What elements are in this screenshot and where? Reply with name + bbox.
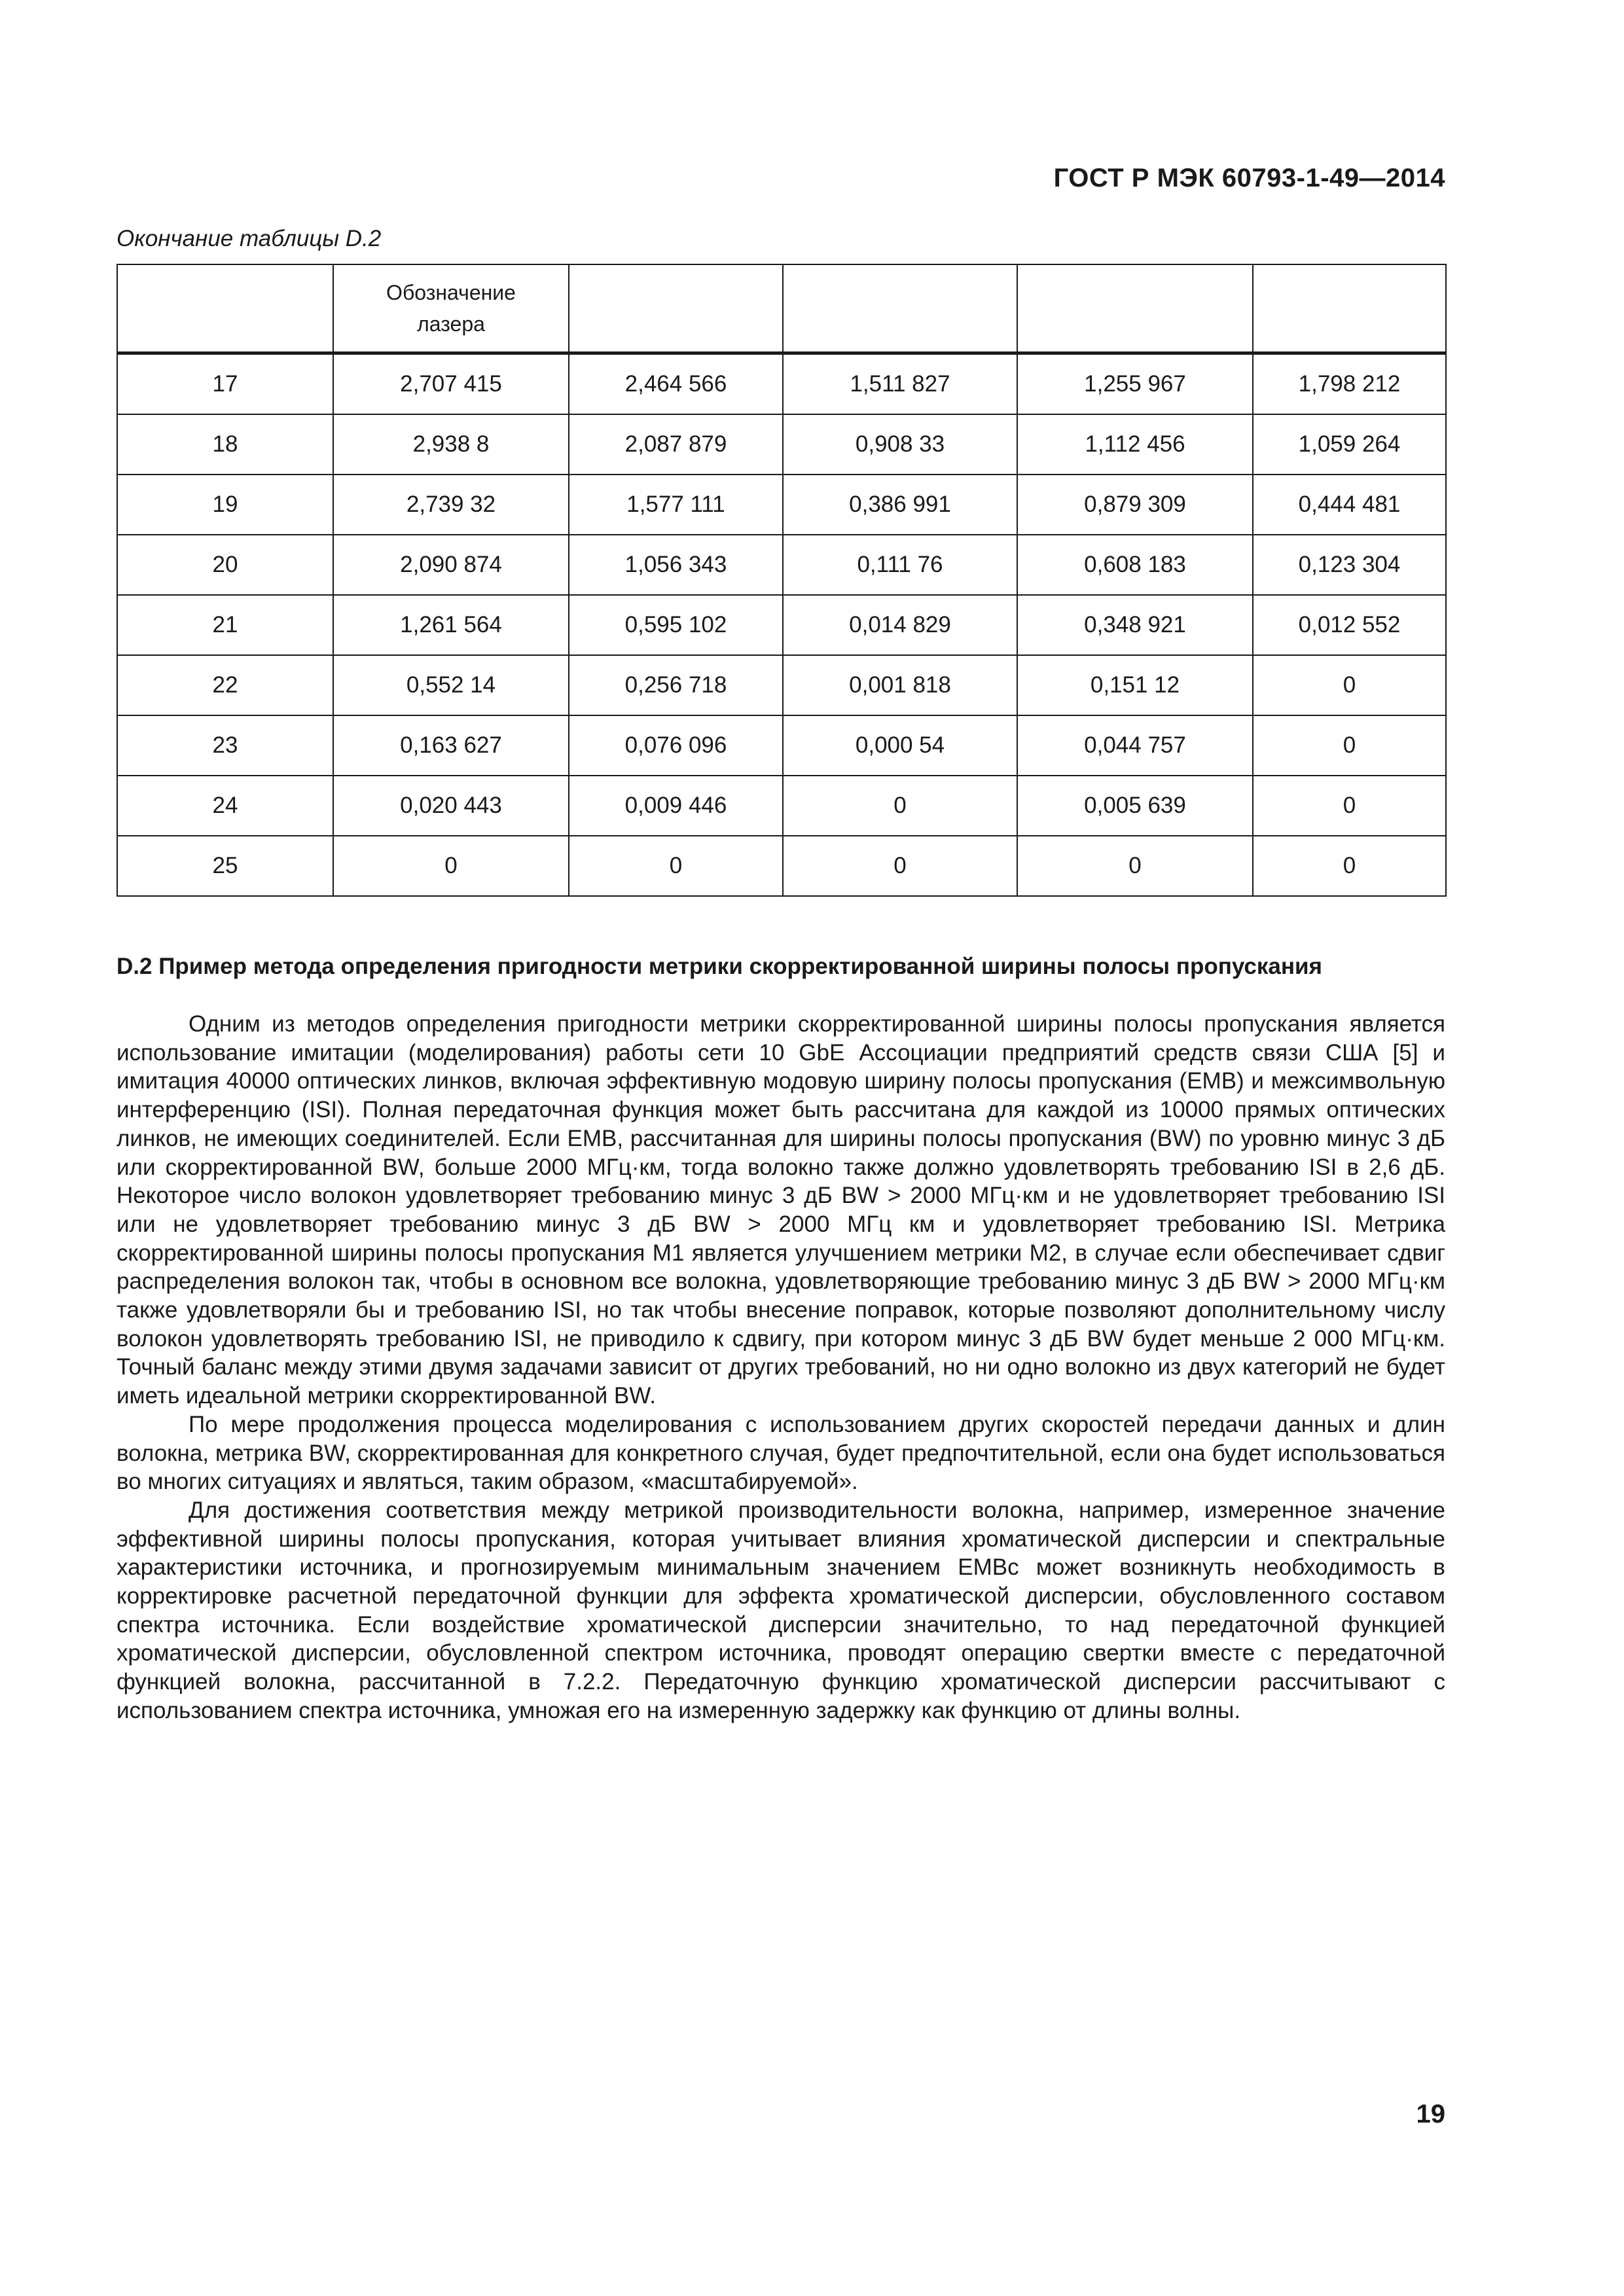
table-cell: 0,386 991	[783, 475, 1017, 535]
row-index-cell: 18	[117, 414, 333, 475]
table-caption: Окончание таблицы D.2	[117, 226, 382, 251]
table-cell: 0,009 446	[569, 776, 783, 836]
table-cell: 0,012 552	[1253, 595, 1446, 655]
table-body	[117, 353, 1446, 897]
table-cell: 0,256 718	[569, 655, 783, 715]
body-text	[117, 1010, 1445, 1725]
table-cell: 0,595 102	[569, 595, 783, 655]
table-cell: 1,577 111	[569, 475, 783, 535]
header-cell	[1017, 264, 1253, 353]
page-number: 19	[1416, 2100, 1445, 2128]
table-cell: 0	[783, 776, 1017, 836]
table-row	[117, 776, 1446, 836]
section-heading: D.2 Пример метода определения пригодности метрики скорректированной ширины полосы пропускания	[117, 954, 1322, 979]
table-row	[117, 475, 1446, 535]
table-cell: 0,014 829	[783, 595, 1017, 655]
table-cell: 0,001 818	[783, 655, 1017, 715]
table-cell: 0,151 12	[1017, 655, 1253, 715]
table-row	[117, 535, 1446, 595]
table-cell: 0,444 481	[1253, 475, 1446, 535]
table-cell: 0	[1017, 836, 1253, 896]
table-row	[117, 836, 1446, 896]
row-index-cell: 20	[117, 535, 333, 595]
table-row	[117, 655, 1446, 715]
table-cell: 1,112 456	[1017, 414, 1253, 475]
table-cell: 0,076 096	[569, 715, 783, 776]
table-cell: 0,005 639	[1017, 776, 1253, 836]
table-row	[117, 715, 1446, 776]
row-index-cell: 21	[117, 595, 333, 655]
table-cell: 1,056 343	[569, 535, 783, 595]
table-cell: 0,908 33	[783, 414, 1017, 475]
row-index-cell: 19	[117, 475, 333, 535]
table-cell: 0,111 76	[783, 535, 1017, 595]
table-cell: 0,552 14	[333, 655, 569, 715]
table-cell: 1,511 827	[783, 353, 1017, 415]
table-header-row	[117, 264, 1446, 353]
table-cell: 2,938 8	[333, 414, 569, 475]
table-row	[117, 353, 1446, 415]
table-cell: 0	[1253, 836, 1446, 896]
table-cell: 0	[1253, 776, 1446, 836]
table-cell: 0	[333, 836, 569, 896]
table-cell: 0	[1253, 715, 1446, 776]
header-cell-text: Обозначение лазера	[386, 281, 516, 336]
table-cell: 1,261 564	[333, 595, 569, 655]
header-cell	[1253, 264, 1446, 353]
paragraph: Одним из методов определения пригодности метрики скорректированной ширины полосы пропускания является использование имитации (моделирования) работы сети 10 GbE Ассоциации предприятий средств связи США [5] и имитация 40000 оптических линков, включая эффективную модовую ширину полосы пропускания (EMB) и межсимвольную интерференцию (ISI). Полная передаточная функция может быть рассчитана для каждой из 10000 прямых оптических линков, не имеющих соединителей. Если EMB, рассчитанная для ширины полосы пропускания (BW) по уровню минус 3 дБ или скорректированной BW, больше 2000 МГц·км, тогда волокно также должно удовлетворять требованию ISI в 2,6 дБ. Некоторое число волокон удовлетворяет требованию минус 3 дБ BW > 2000 МГц·км и не удовлетворяет требованию ISI или не удовлетворяет требованию минус 3 дБ BW > 2000 МГц км и удовлетворяет требованию ISI. Метрика скорректированной ширины полосы пропускания M1 является улучшением метрики M2, в случае если обеспечивает сдвиг распределения волокон так, чтобы в основном все волокна, удовлетворяющие требованию минус 3 дБ BW > 2000 МГц·км также удовлетворяли бы и требованию ISI, но так чтобы внесение поправок, которые позволяют дополнительному числу волокон удовлетворять требованию ISI, не приводило к сдвигу, при котором минус 3 дБ BW будет меньше 2 000 МГц·км. Точный баланс между этими двумя задачами зависит от других требований, но ни одно волокно из двух категорий не будет иметь идеальной метрики скорректированной BW.	[117, 1011, 1445, 1409]
table-row	[117, 595, 1446, 655]
table-cell: 0	[783, 836, 1017, 896]
table-cell: 2,739 32	[333, 475, 569, 535]
paragraph: По мере продолжения процесса моделирования с использованием других скоростей передачи данных и длин волокна, метрика BW, скорректированная для конкретного случая, будет предпочтительной, если она будет использоваться во многих ситуациях и являться, таким образом, «масштабируемой».	[117, 1411, 1445, 1495]
table-cell: 0,879 309	[1017, 475, 1253, 535]
table-cell: 0	[1253, 655, 1446, 715]
header-cell	[117, 264, 333, 353]
paragraph: Для достижения соответствия между метрикой производительности волокна, например, измеренное значение эффективной ширины полосы пропускания, которая учитывает влияния хроматической дисперсии и спектральные характеристики источника, и прогнозируемым минимальным значением EMBc может возникнуть необходимость в корректировке расчетной передаточной функции для эффекта хроматической дисперсии, обусловленного составом спектра источника. Если воздействие хроматической дисперсии значительно, то над передаточной функцией хроматической дисперсии, обусловленной спектром источника, проводят операцию свертки вместе с передаточной функцией волокна, рассчитанной в 7.2.2. Передаточную функцию хроматической дисперсии рассчитывают с использованием спектра источника, умножая его на измеренную задержку как функцию от длины волны.	[117, 1497, 1445, 1723]
table-cell: 2,707 415	[333, 353, 569, 415]
table-cell: 0,608 183	[1017, 535, 1253, 595]
table-cell: 2,090 874	[333, 535, 569, 595]
row-index-cell: 17	[117, 353, 333, 415]
table-cell: 0	[569, 836, 783, 896]
table-cell: 0,000 54	[783, 715, 1017, 776]
table-cell: 0,123 304	[1253, 535, 1446, 595]
row-index-cell: 25	[117, 836, 333, 896]
row-index-cell: 24	[117, 776, 333, 836]
table-cell: 0,348 921	[1017, 595, 1253, 655]
table-cell: 0,163 627	[333, 715, 569, 776]
header-cell	[783, 264, 1017, 353]
table-row	[117, 414, 1446, 475]
table-cell: 1,255 967	[1017, 353, 1253, 415]
data-table	[117, 264, 1447, 897]
table-cell: 2,464 566	[569, 353, 783, 415]
document-header: ГОСТ Р МЭК 60793-1-49—2014	[1053, 164, 1445, 192]
row-index-cell: 23	[117, 715, 333, 776]
header-cell-laser-designation	[333, 264, 569, 353]
table-cell: 0,044 757	[1017, 715, 1253, 776]
table-cell: 1,798 212	[1253, 353, 1446, 415]
table-cell: 1,059 264	[1253, 414, 1446, 475]
table-cell: 0,020 443	[333, 776, 569, 836]
table-cell: 2,087 879	[569, 414, 783, 475]
row-index-cell: 22	[117, 655, 333, 715]
header-cell	[569, 264, 783, 353]
